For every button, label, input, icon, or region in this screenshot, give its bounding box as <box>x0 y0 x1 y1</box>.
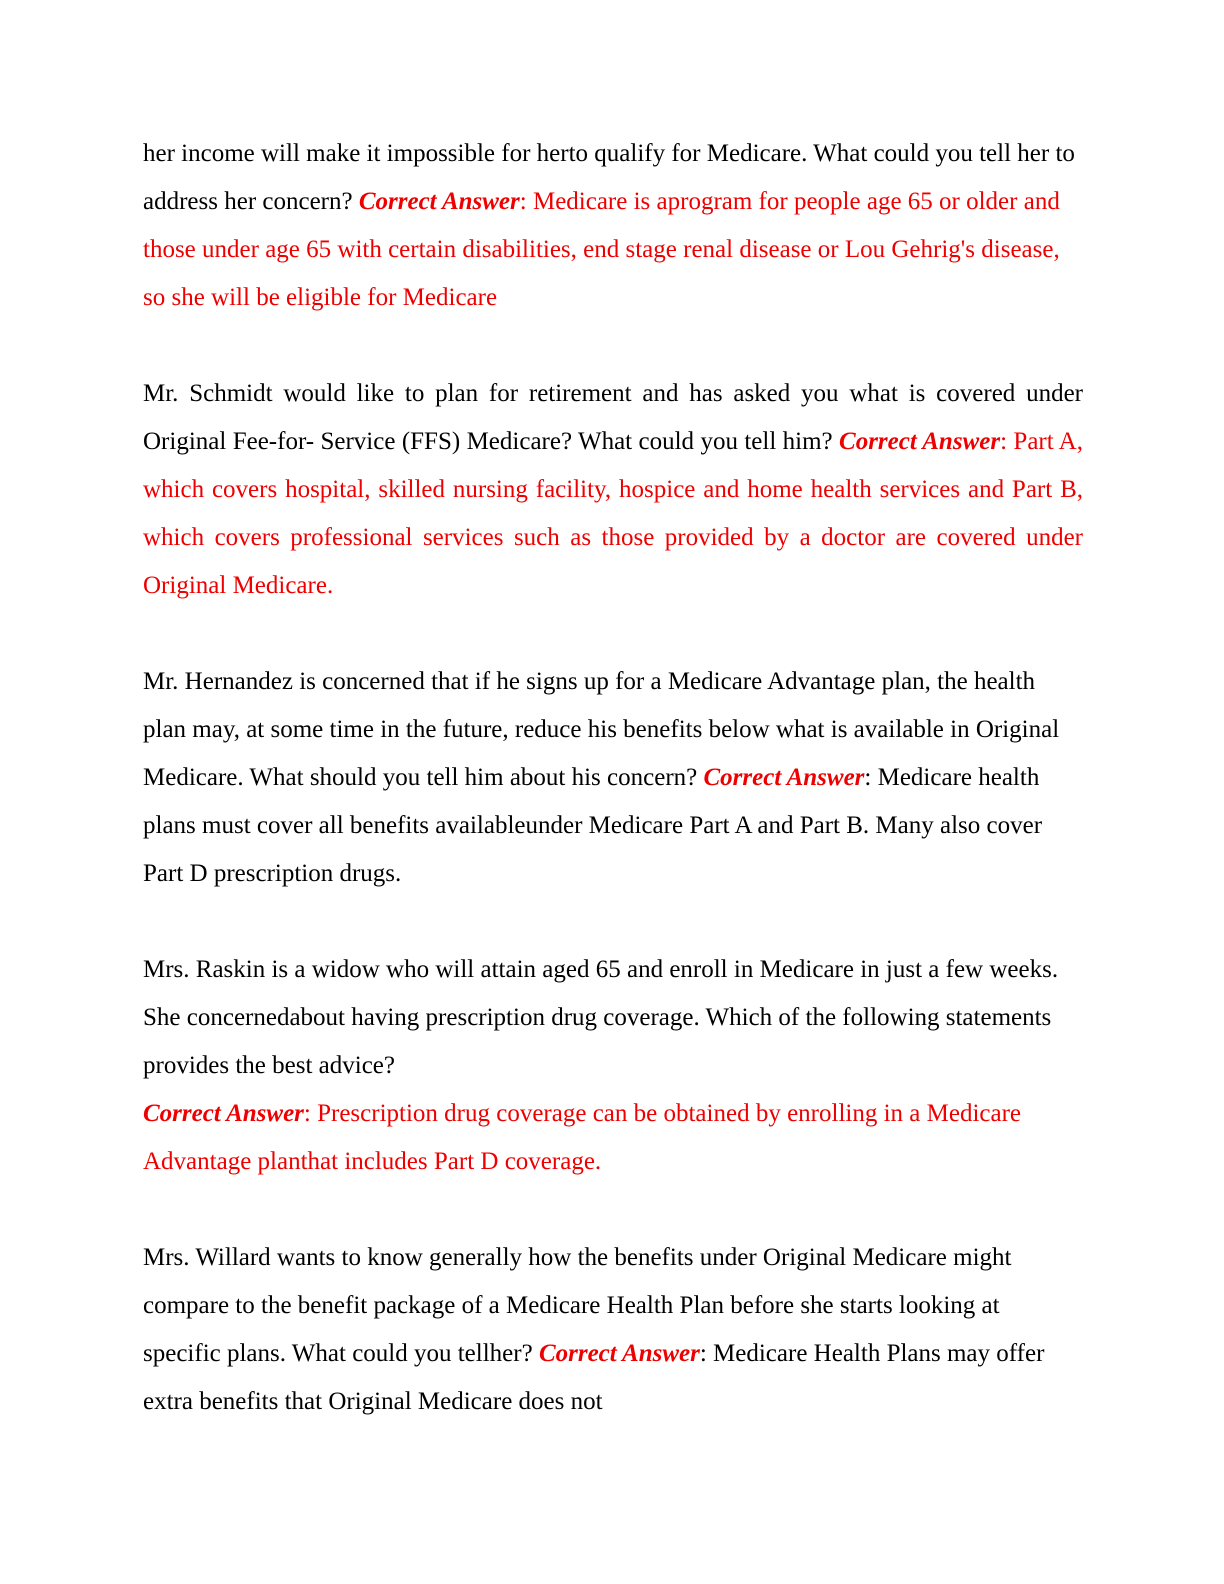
answer-text: : Medicare health plans must cover all benefits availableunder Medicare Part A and Part B. Many also cover Part D prescription drugs. <box>143 764 1043 887</box>
correct-answer-label: Correct Answer <box>538 1340 700 1367</box>
question-text: Mr. Hernandez is concerned that if he signs up for a Medicare Advantage plan, the health plan may, at some time in the future, reduce his benefits below what is available in Original Medicare. What should you tell him about his concern? <box>143 668 1060 791</box>
correct-answer-label: Correct Answer <box>839 428 1001 455</box>
correct-answer-label: Correct Answer <box>143 1100 304 1127</box>
qa-item-3 <box>143 658 1083 898</box>
correct-answer-label: Correct Answer <box>703 764 865 791</box>
qa-item-4 <box>143 946 1083 1186</box>
question-text: Mrs. Raskin is a widow who will attain aged 65 and enroll in Medicare in just a few weeks. She concernedabout having prescription drug coverage. Which of the following statements provides the best advice? <box>143 956 1059 1079</box>
document-page <box>143 130 1083 1474</box>
question-text: her income will make it impossible for herto qualify for Medicare. What could you tell her to address her concern? <box>143 140 1075 215</box>
question-text: Mr. Schmidt would like to plan for retirement and has asked you what is covered under Original Fee-for- Service (FFS) Medicare? What could you tell him? <box>143 380 1083 455</box>
answer-text: : Medicare Health Plans may offer extra benefits that Original Medicare does not <box>143 1340 1045 1415</box>
question-text: Mrs. Willard wants to know generally how the benefits under Original Medicare might compare to the benefit package of a Medicare Health Plan before she starts looking at specific plans. What could you tellher? <box>143 1244 1012 1367</box>
answer-text: : Part A, which covers hospital, skilled nursing facility, hospice and home health services and Part B, which covers professional services such as those provided by a doctor are covered under Original Medicare. <box>143 428 1083 599</box>
correct-answer-label: Correct Answer <box>358 188 520 215</box>
answer-text: : Medicare is aprogram for people age 65 or older and those under age 65 with certain disabilities, end stage renal disease or Lou Gehrig's disease, so she will be eligible for Medicare <box>143 188 1060 311</box>
qa-item-2 <box>143 370 1083 610</box>
answer-text: : Prescription drug coverage can be obtained by enrolling in a Medicare Advantage planthat includes Part D coverage. <box>143 1100 1022 1175</box>
qa-item-5 <box>143 1234 1083 1426</box>
qa-item-1 <box>143 130 1083 322</box>
